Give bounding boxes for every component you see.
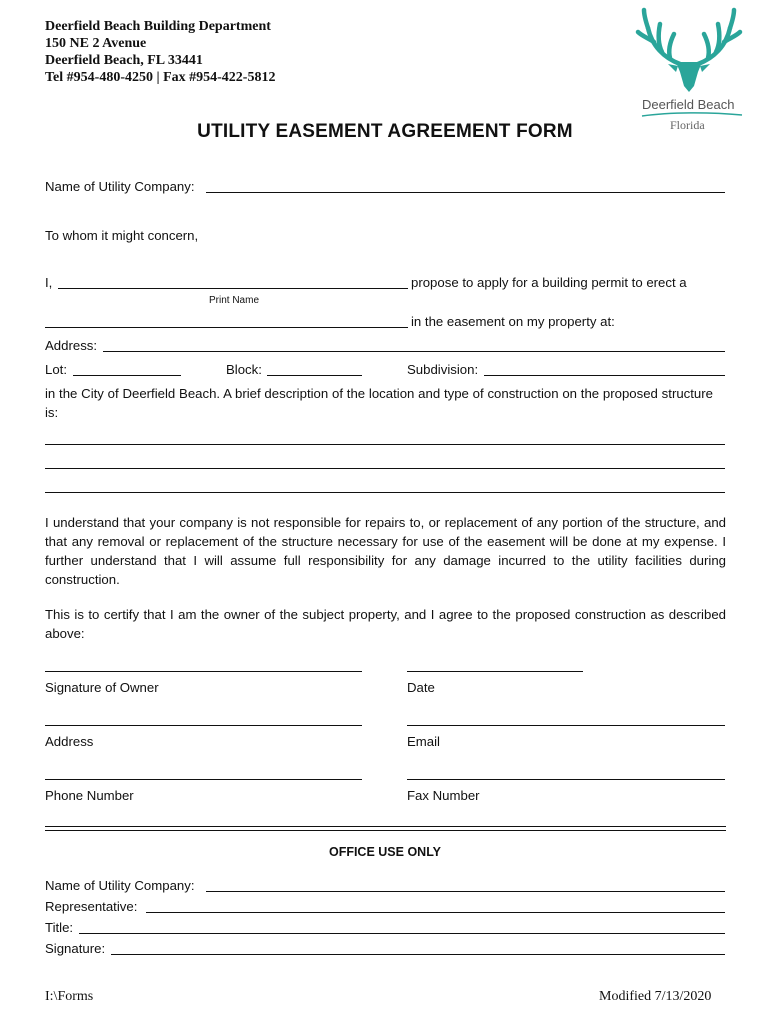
title-field[interactable] xyxy=(79,933,725,934)
section-divider-bottom xyxy=(45,830,726,831)
deer-antlers-icon xyxy=(634,6,744,98)
form-title: UTILITY EASEMENT AGREEMENT FORM xyxy=(197,121,573,142)
logo-state: Florida xyxy=(670,118,705,132)
email-field[interactable] xyxy=(407,725,725,726)
department-street: 150 NE 2 Avenue xyxy=(45,36,147,51)
signature-owner-label: Signature of Owner xyxy=(45,680,159,695)
utility-company-field[interactable] xyxy=(206,192,725,193)
block-label: Block: xyxy=(226,362,262,377)
department-name: Deerfield Beach Building Department xyxy=(45,19,271,34)
representative-label: Representative: xyxy=(45,899,138,914)
description-line-1[interactable] xyxy=(45,444,725,445)
propose-text: propose to apply for a building permit to erect a xyxy=(411,275,687,290)
date-label: Date xyxy=(407,680,435,695)
lot-label: Lot: xyxy=(45,362,67,377)
lot-field[interactable] xyxy=(73,375,181,376)
greeting-text: To whom it might concern, xyxy=(45,228,199,243)
representative-field[interactable] xyxy=(146,912,725,913)
footer-path: I:\Forms xyxy=(45,989,94,1004)
fax-field[interactable] xyxy=(407,779,725,780)
phone-field[interactable] xyxy=(45,779,362,780)
owner-address-label: Address xyxy=(45,734,94,749)
description-line-3[interactable] xyxy=(45,492,725,493)
department-city: Deerfield Beach, FL 33441 xyxy=(45,53,203,68)
fax-label: Fax Number xyxy=(407,788,480,803)
subdivision-field[interactable] xyxy=(484,375,725,376)
title-label: Title: xyxy=(45,920,74,935)
email-label: Email xyxy=(407,734,440,749)
address-label: Address: xyxy=(45,338,98,353)
department-contact: Tel #954-480-4250 | Fax #954-422-5812 xyxy=(45,70,276,85)
footer-modified-date: Modified 7/13/2020 xyxy=(599,989,712,1004)
structure-type-field[interactable] xyxy=(45,327,408,328)
address-field[interactable] xyxy=(103,351,725,352)
city-logo xyxy=(634,6,744,136)
office-signature-field[interactable] xyxy=(111,954,725,955)
print-name-caption: Print Name xyxy=(209,295,260,306)
applicant-name-field[interactable] xyxy=(58,288,408,289)
office-signature-label: Signature: xyxy=(45,941,106,956)
i-label: I, xyxy=(45,275,53,290)
easement-text: in the easement on my property at: xyxy=(411,314,615,329)
subdivision-label: Subdivision: xyxy=(407,362,479,377)
owner-address-field[interactable] xyxy=(45,725,362,726)
date-field[interactable] xyxy=(407,671,583,672)
utility-company-label: Name of Utility Company: xyxy=(45,179,195,194)
owner-signature-field[interactable] xyxy=(45,671,362,672)
certification-paragraph: This is to certify that I am the owner of the subject property, and I agree to the proposed construction as described above: xyxy=(45,607,726,641)
office-utility-company-field[interactable] xyxy=(206,891,725,892)
description-instructions: in the City of Deerfield Beach. A brief description of the location and type of construction on the proposed structure is: xyxy=(45,386,713,420)
office-use-heading: OFFICE USE ONLY xyxy=(328,845,442,859)
phone-label: Phone Number xyxy=(45,788,134,803)
logo-city-name: Deerfield Beach xyxy=(642,97,735,112)
liability-paragraph: I understand that your company is not responsible for repairs to, or replacement of any portion of the structure, and that any removal or replacement of the structure necessary for use of the easement will be done at my expense. I further understand that I will assume full responsibility for any damage incurred to the utility facilities during construction. xyxy=(45,515,726,587)
description-line-2[interactable] xyxy=(45,468,725,469)
office-utility-company-label: Name of Utility Company: xyxy=(45,878,195,893)
block-field[interactable] xyxy=(267,375,362,376)
section-divider-top xyxy=(45,826,726,827)
